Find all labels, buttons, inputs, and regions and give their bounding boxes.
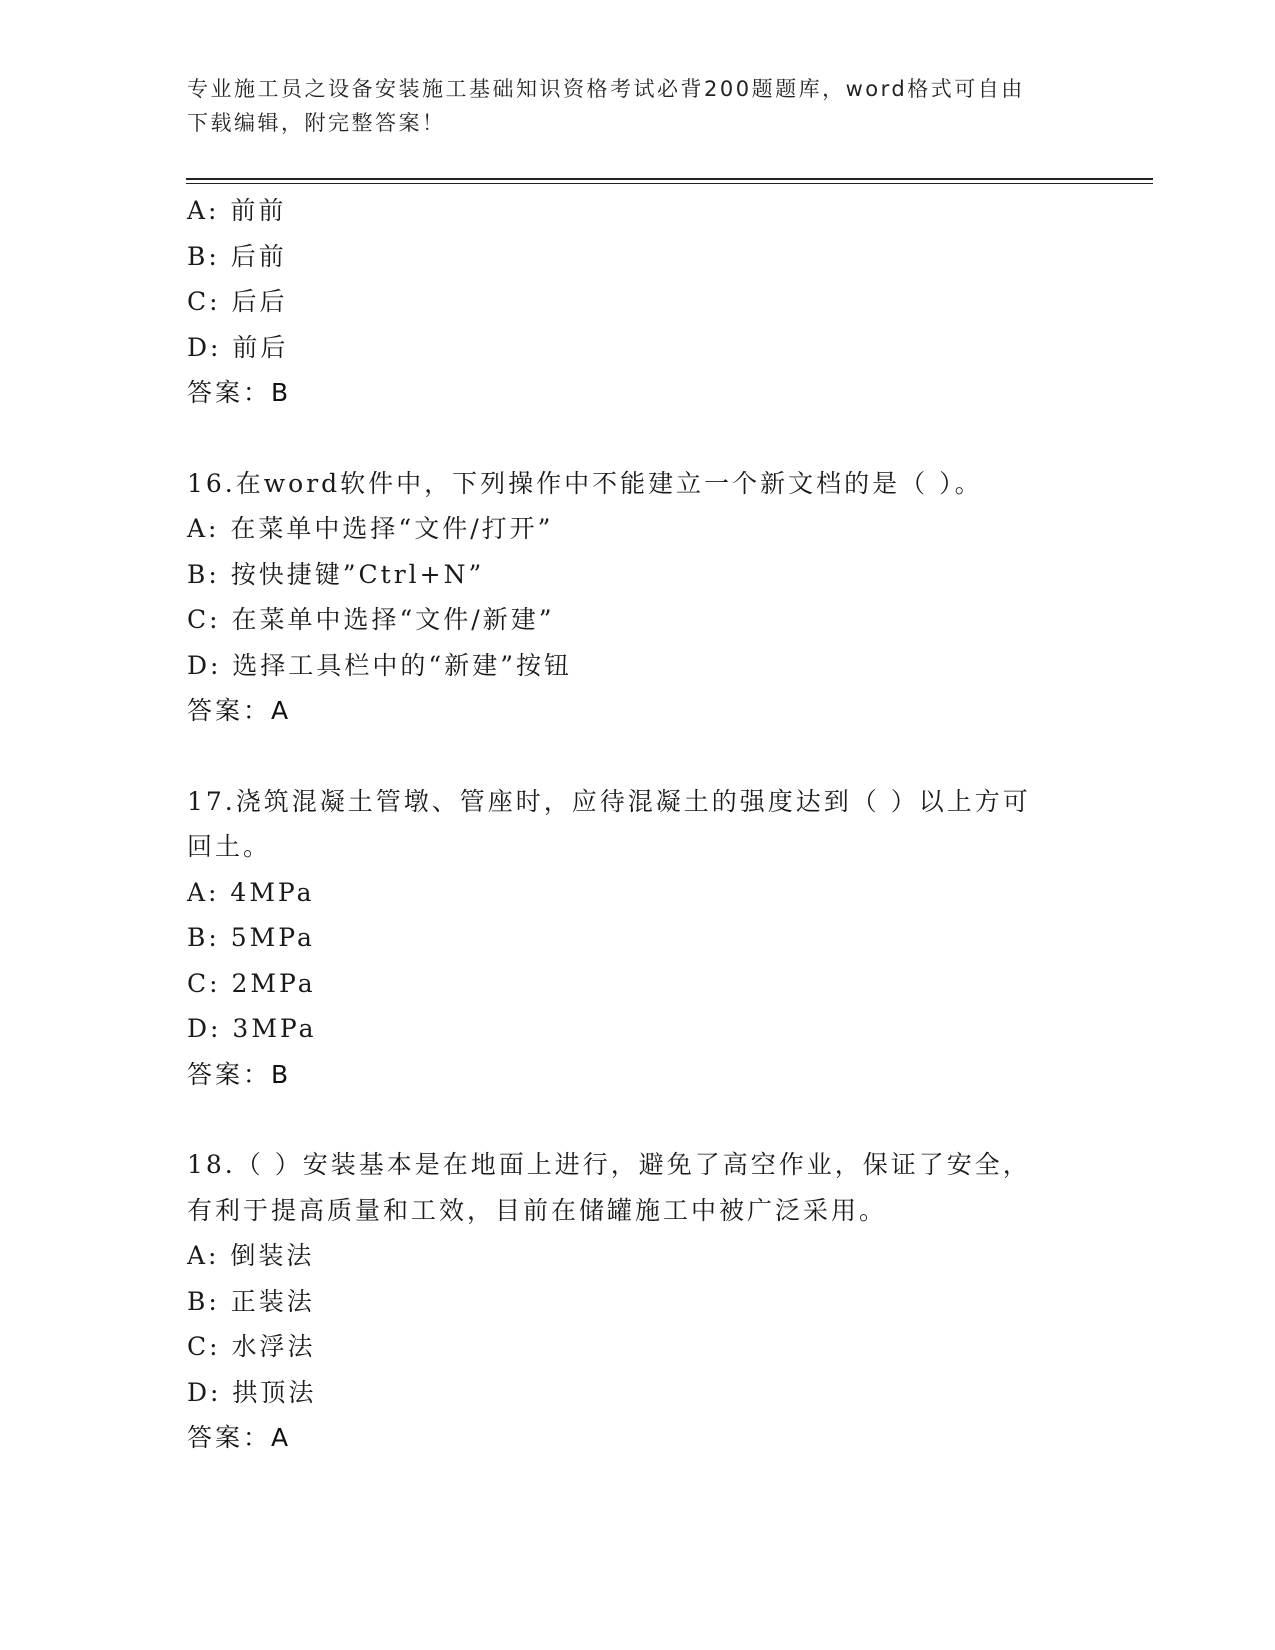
option-c: C: 水浮法	[187, 1332, 316, 1361]
option-d: D: 3MPa	[187, 1014, 317, 1043]
answer-label: 答案：A	[187, 696, 292, 725]
option-a: A: 前前	[187, 196, 287, 225]
option-c: C: 在菜单中选择“文件/新建”	[187, 605, 555, 634]
header-divider	[186, 178, 1153, 180]
option-c: C: 2MPa	[187, 968, 316, 998]
option-b: B: 后前	[187, 241, 287, 271]
answer-label: 答案：B	[187, 378, 292, 407]
block-spacer	[187, 1097, 1087, 1142]
question-text: 17.浇筑混凝土管墩、管座时，应待混凝土的强度达到（ ）以上方可	[187, 786, 1031, 816]
answer-label: 答案：B	[187, 1059, 292, 1089]
option-d: D: 拱顶法	[187, 1377, 317, 1407]
option-a: A: 倒装法	[187, 1241, 315, 1270]
question-text-continued: 有利于提高质量和工效，目前在储罐施工中被广泛采用。	[187, 1195, 888, 1225]
option-a: A: 在菜单中选择“文件/打开”	[187, 514, 554, 543]
block-spacer	[187, 416, 1087, 461]
document-header	[187, 72, 1067, 140]
option-b: B: 5MPa	[187, 923, 315, 952]
question-block-17	[187, 779, 1087, 1098]
header-divider-thin	[186, 183, 1153, 184]
option-d: D: 前后	[187, 332, 289, 362]
header-line-2: 下载编辑，附完整答案！	[187, 111, 446, 135]
option-a: A: 4MPa	[187, 877, 315, 907]
option-b: B: 按快捷键”Ctrl+N”	[187, 559, 485, 589]
question-block-16	[187, 461, 1087, 734]
answer-label: 答案：A	[187, 1423, 292, 1452]
question-block-18	[187, 1142, 1087, 1461]
question-list	[187, 188, 1087, 1461]
question-text: 18.（ ）安装基本是在地面上进行，避免了高空作业，保证了安全，	[187, 1150, 1031, 1179]
question-block-15	[187, 188, 1087, 416]
question-text: 16.在word软件中，下列操作中不能建立一个新文档的是（ ）。	[187, 468, 983, 498]
option-b: B: 正装法	[187, 1286, 315, 1316]
header-line-1: 专业施工员之设备安装施工基础知识资格考试必背200题题库，word格式可自由	[187, 77, 1025, 101]
question-text-continued: 回土。	[187, 832, 272, 861]
option-c: C: 后后	[187, 287, 288, 316]
option-d: D: 选择工具栏中的“新建”按钮	[187, 650, 572, 680]
block-spacer	[187, 734, 1087, 779]
